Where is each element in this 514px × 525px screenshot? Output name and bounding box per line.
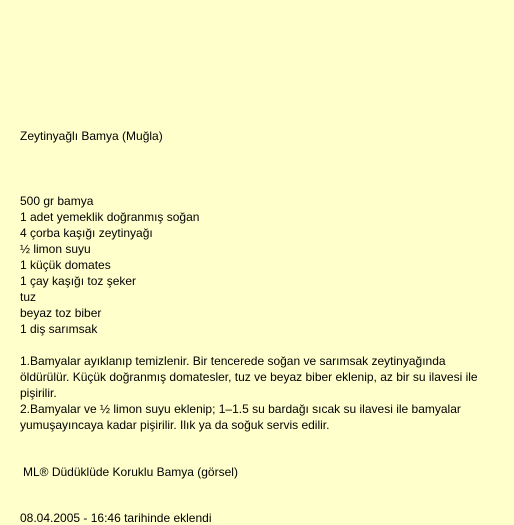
recipe-title: Zeytinyağlı Bamya (Muğla) (20, 129, 163, 143)
ingredient-item: beyaz toz biber (20, 306, 102, 320)
ingredient-item: 1 çay kaşığı toz şeker (20, 274, 137, 288)
ingredient-item: 500 gr bamya (20, 194, 94, 208)
ingredient-item: ½ limon suyu (20, 242, 91, 256)
ingredient-item: 4 çorba kaşığı zeytinyağı (20, 226, 153, 240)
ingredient-item: 1 adet yemeklik doğranmış soğan (20, 210, 200, 224)
added-date-text: 08.04.2005 - 16:46 tarihinde eklendi (20, 511, 212, 525)
ingredient-item: 1 diş sarımsak (20, 322, 98, 336)
related-recipe-link[interactable]: ML® Düdüklüde Koruklu Bamya (görsel) (23, 465, 238, 479)
preparation-steps (20, 353, 480, 433)
step-paragraph: 1.Bamyalar ayıklanıp temizlenir. Bir tencerede soğan ve sarımsak zeytinyağında öldürülür. Küçük doğranmış domatesler, tuz ve beyaz biber eklenip, az bir su ilavesi ile pişirilir. (20, 354, 478, 400)
ingredient-list (20, 193, 199, 337)
step-paragraph: 2.Bamyalar ve ½ limon suyu eklenip; 1–1.5 su bardağı sıcak su ilavesi ile bamyalar yumuşayıncaya kadar pişirilir. Ilık ya da soğuk servis edilir. (20, 402, 461, 432)
ingredient-item: tuz (20, 290, 37, 304)
ingredient-item: 1 küçük domates (20, 258, 111, 272)
